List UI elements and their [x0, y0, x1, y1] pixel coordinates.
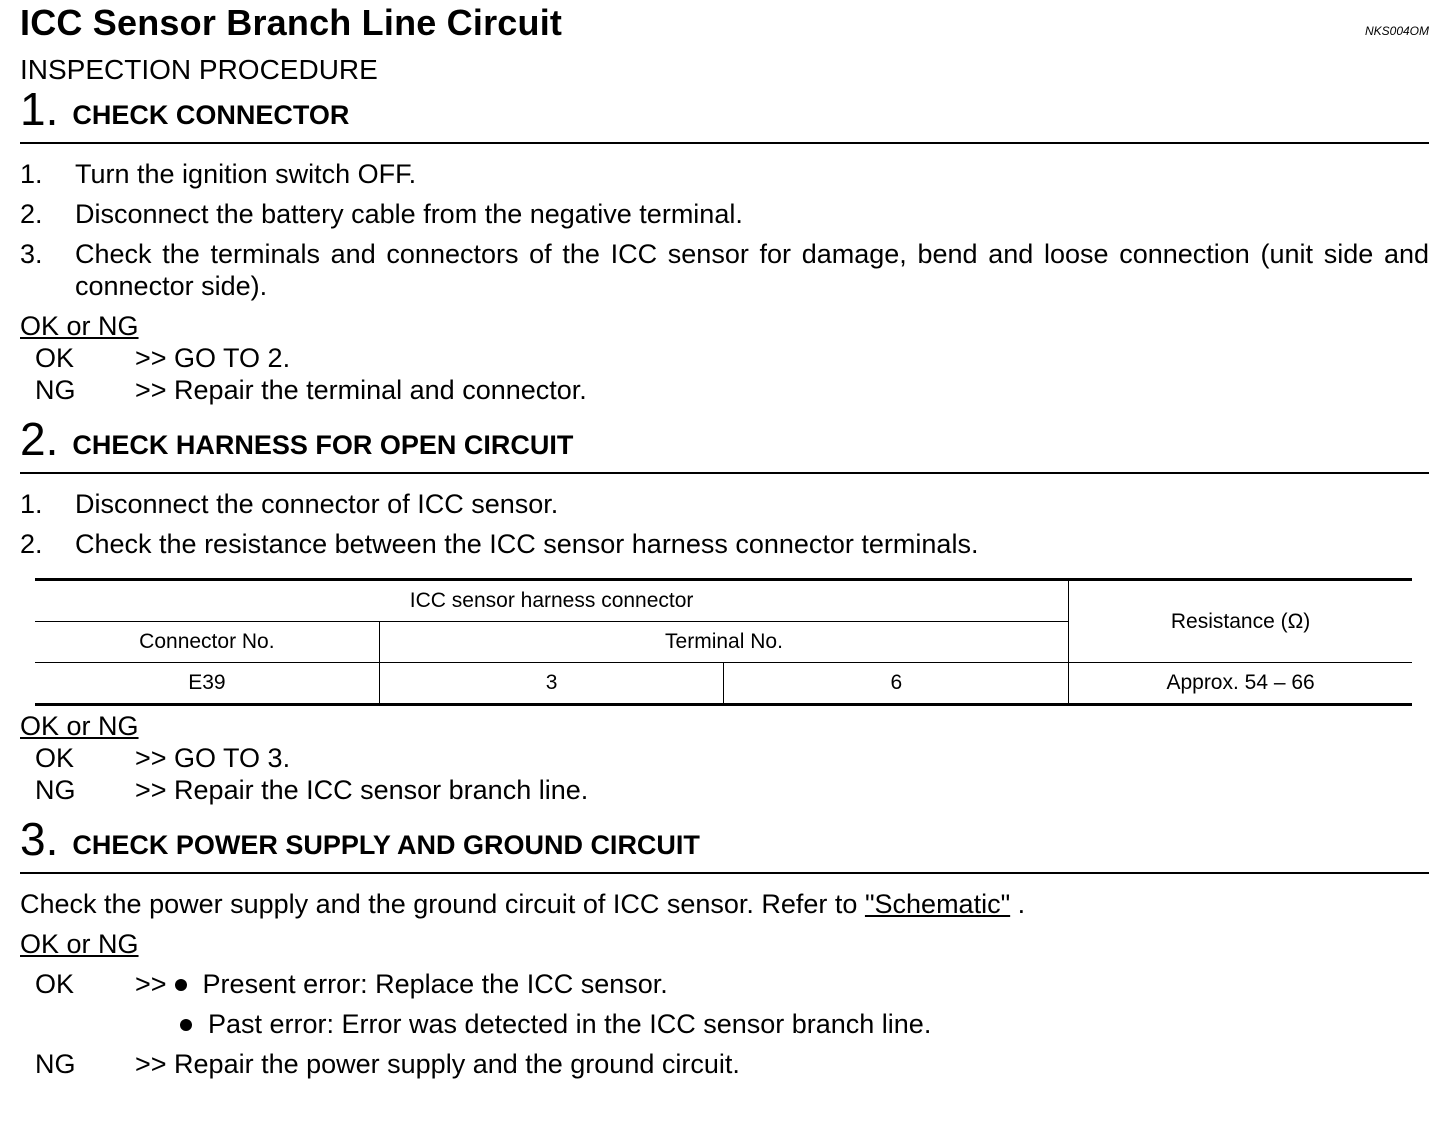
step-title: CHECK HARNESS FOR OPEN CIRCUIT	[72, 430, 574, 460]
table-group-header: ICC sensor harness connector	[35, 580, 1069, 622]
result-ok: OK >> Present error: Replace the ICC sensor. Past error: Error was detected in the ICC sensor branch line.	[20, 968, 1429, 1040]
ok-or-ng-heading: OK or NG	[20, 929, 139, 959]
step-title: CHECK CONNECTOR	[72, 100, 350, 130]
document-code: NKS004OM	[1364, 24, 1429, 38]
step-3-instruction: Check the power supply and the ground circuit of ICC sensor. Refer to "Schematic" .	[20, 889, 1026, 919]
step-title: CHECK POWER SUPPLY AND GROUND CIRCUIT	[72, 830, 700, 860]
result-ok: OK >> GO TO 3.	[35, 743, 291, 773]
step-number: 1.	[20, 83, 59, 135]
result-ng: NG >> Repair the power supply and the ground circuit.	[35, 1049, 740, 1079]
list-item: 2. Disconnect the battery cable from the negative terminal.	[20, 199, 743, 229]
step-3	[20, 813, 1429, 1080]
step-3-header	[20, 813, 1429, 874]
ok-or-ng-heading: OK or NG	[20, 711, 139, 741]
step-2-header	[20, 413, 1429, 474]
step-2	[20, 413, 1429, 806]
step-1	[20, 83, 1429, 406]
document-page	[20, 0, 1429, 1080]
page-title: ICC Sensor Branch Line Circuit	[20, 2, 563, 43]
bullet-item: Past error: Error was detected in the ICC sensor branch line.	[135, 1008, 1429, 1040]
step-number: 3.	[20, 813, 59, 865]
bullet-icon	[175, 979, 187, 991]
result-ng: NG >> Repair the terminal and connector.	[35, 375, 587, 405]
bullet-icon	[180, 1019, 192, 1031]
resistance-table	[35, 578, 1412, 706]
result-ok: OK >> GO TO 2.	[35, 343, 291, 373]
step-1-instructions	[20, 158, 1429, 302]
schematic-link[interactable]: "Schematic"	[864, 889, 1011, 919]
cell-connector: E39	[35, 663, 379, 705]
list-item: 1. Disconnect the connector of ICC sensor.	[20, 489, 559, 519]
list-item: 1. Turn the ignition switch OFF.	[20, 159, 417, 189]
table-header-resistance: Resistance (Ω)	[1069, 580, 1412, 663]
result-ng: NG >> Repair the ICC sensor branch line.	[35, 775, 589, 805]
step-2-instructions	[20, 488, 1429, 560]
table-row	[35, 663, 1412, 705]
table-header-terminal: Terminal No.	[379, 622, 1068, 663]
step-1-header	[20, 83, 1429, 144]
ok-or-ng-heading: OK or NG	[20, 311, 139, 341]
title-row	[20, 0, 1429, 46]
list-item: 3. Check the terminals and connectors of the ICC sensor for damage, bend and loose connection (unit side and connector side).	[20, 239, 1429, 301]
cell-resistance: Approx. 54 – 66	[1069, 663, 1412, 705]
list-item: 2. Check the resistance between the ICC sensor harness connector terminals.	[20, 529, 979, 559]
bullet-item: >> Present error: Replace the ICC sensor.	[135, 969, 668, 999]
cell-terminal-a: 3	[379, 663, 724, 705]
step-number: 2.	[20, 413, 59, 465]
cell-terminal-b: 6	[724, 663, 1069, 705]
table-header-connector: Connector No.	[35, 622, 379, 663]
section-subtitle: INSPECTION PROCEDURE	[20, 54, 378, 85]
